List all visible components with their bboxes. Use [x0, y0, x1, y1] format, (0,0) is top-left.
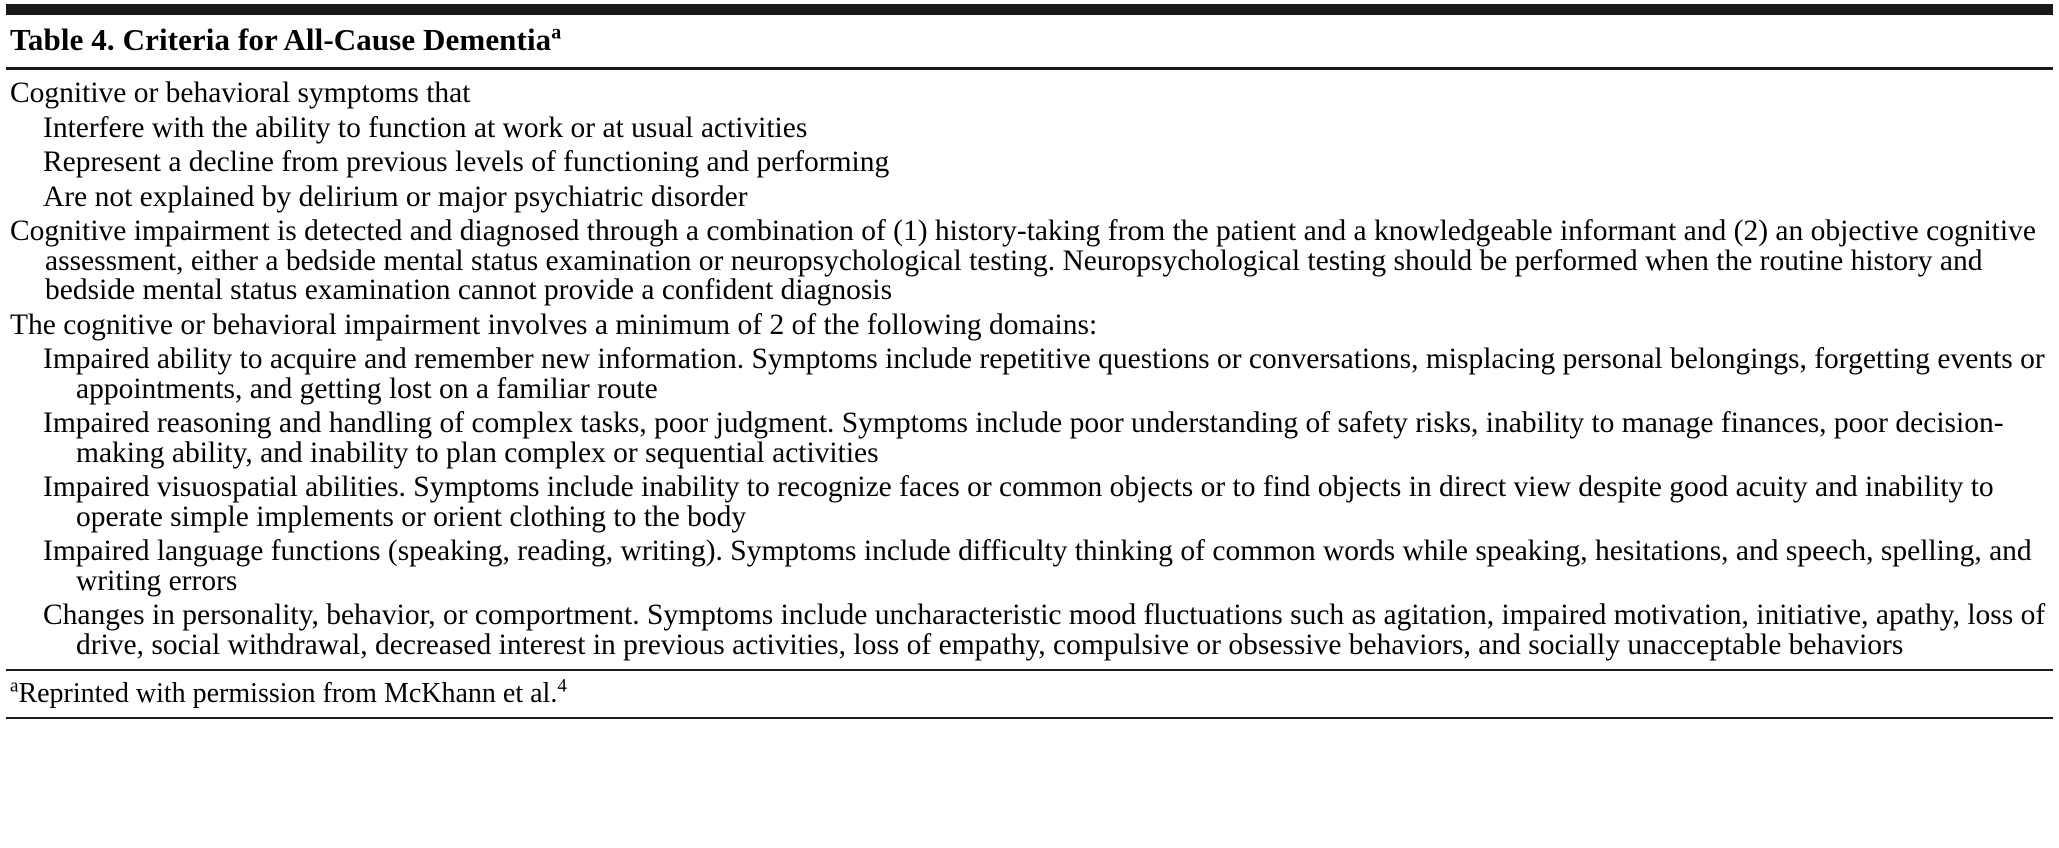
criteria-row: Impaired language functions (speaking, reading, writing). Symptoms include difficulty thinking of common words while speaking, hesitations, and speech, spelling, and writing errors — [43, 535, 2032, 597]
criteria-row: Changes in personality, behavior, or comportment. Symptoms include uncharacteristic mood fluctuations such as agitation, impaired motivation, initiative, apathy, loss of drive, social withdrawal, decreased interest in previous activities, loss of empathy, compulsive or obsessive behaviors, and socially unacceptable behaviors — [43, 599, 2046, 661]
table-bottom-rule — [6, 717, 2053, 719]
table-caption — [6, 15, 2053, 67]
criteria-row: Impaired reasoning and handling of complex tasks, poor judgment. Symptoms include poor understanding of safety risks, inability to manage finances, poor decision-making ability, and inability to plan complex or sequential activities — [43, 407, 2004, 469]
criteria-row: Represent a decline from previous levels of functioning and performing — [43, 146, 890, 179]
table-container — [0, 4, 2059, 719]
criteria-row: Cognitive or behavioral symptoms that — [10, 77, 471, 110]
criteria-row: Cognitive impairment is detected and diagnosed through a combination of (1) history-taking from the patient and a knowledgeable informant and (2) an objective cognitive assessment, either a bedside mental status examination or neuropsychological testing. Neuropsychological testing should be performed when the routine history and bedside mental status examination cannot provide a confident diagnosis — [10, 215, 2036, 307]
criteria-row: Impaired ability to acquire and remember new information. Symptoms include repetitive questions or conversations, misplacing personal belongings, forgetting events or appointments, and getting lost on a familiar route — [43, 343, 2045, 405]
criteria-row: Interfere with the ability to function at work or at usual activities — [43, 111, 808, 144]
table-footnote — [6, 671, 2053, 717]
criteria-row: Impaired visuospatial abilities. Symptoms include inability to recognize faces or common objects or to find objects in direct view despite good acuity and inability to operate simple implements or orient clothing to the body — [43, 471, 1994, 533]
table-body — [6, 70, 2053, 669]
footnote-marker: a — [10, 675, 19, 697]
criteria-row: The cognitive or behavioral impairment involves a minimum of 2 of the following domains: — [10, 308, 1098, 341]
table-top-rule — [6, 4, 2053, 15]
footnote-reference: 4 — [557, 675, 567, 697]
table-caption-text: Table 4. Criteria for All-Cause Dementia — [10, 22, 552, 57]
footnote-text: Reprinted with permission from McKhann et al. — [18, 677, 558, 709]
criteria-row: Are not explained by delirium or major psychiatric disorder — [43, 180, 748, 213]
table-caption-footnote-marker: a — [551, 21, 562, 44]
